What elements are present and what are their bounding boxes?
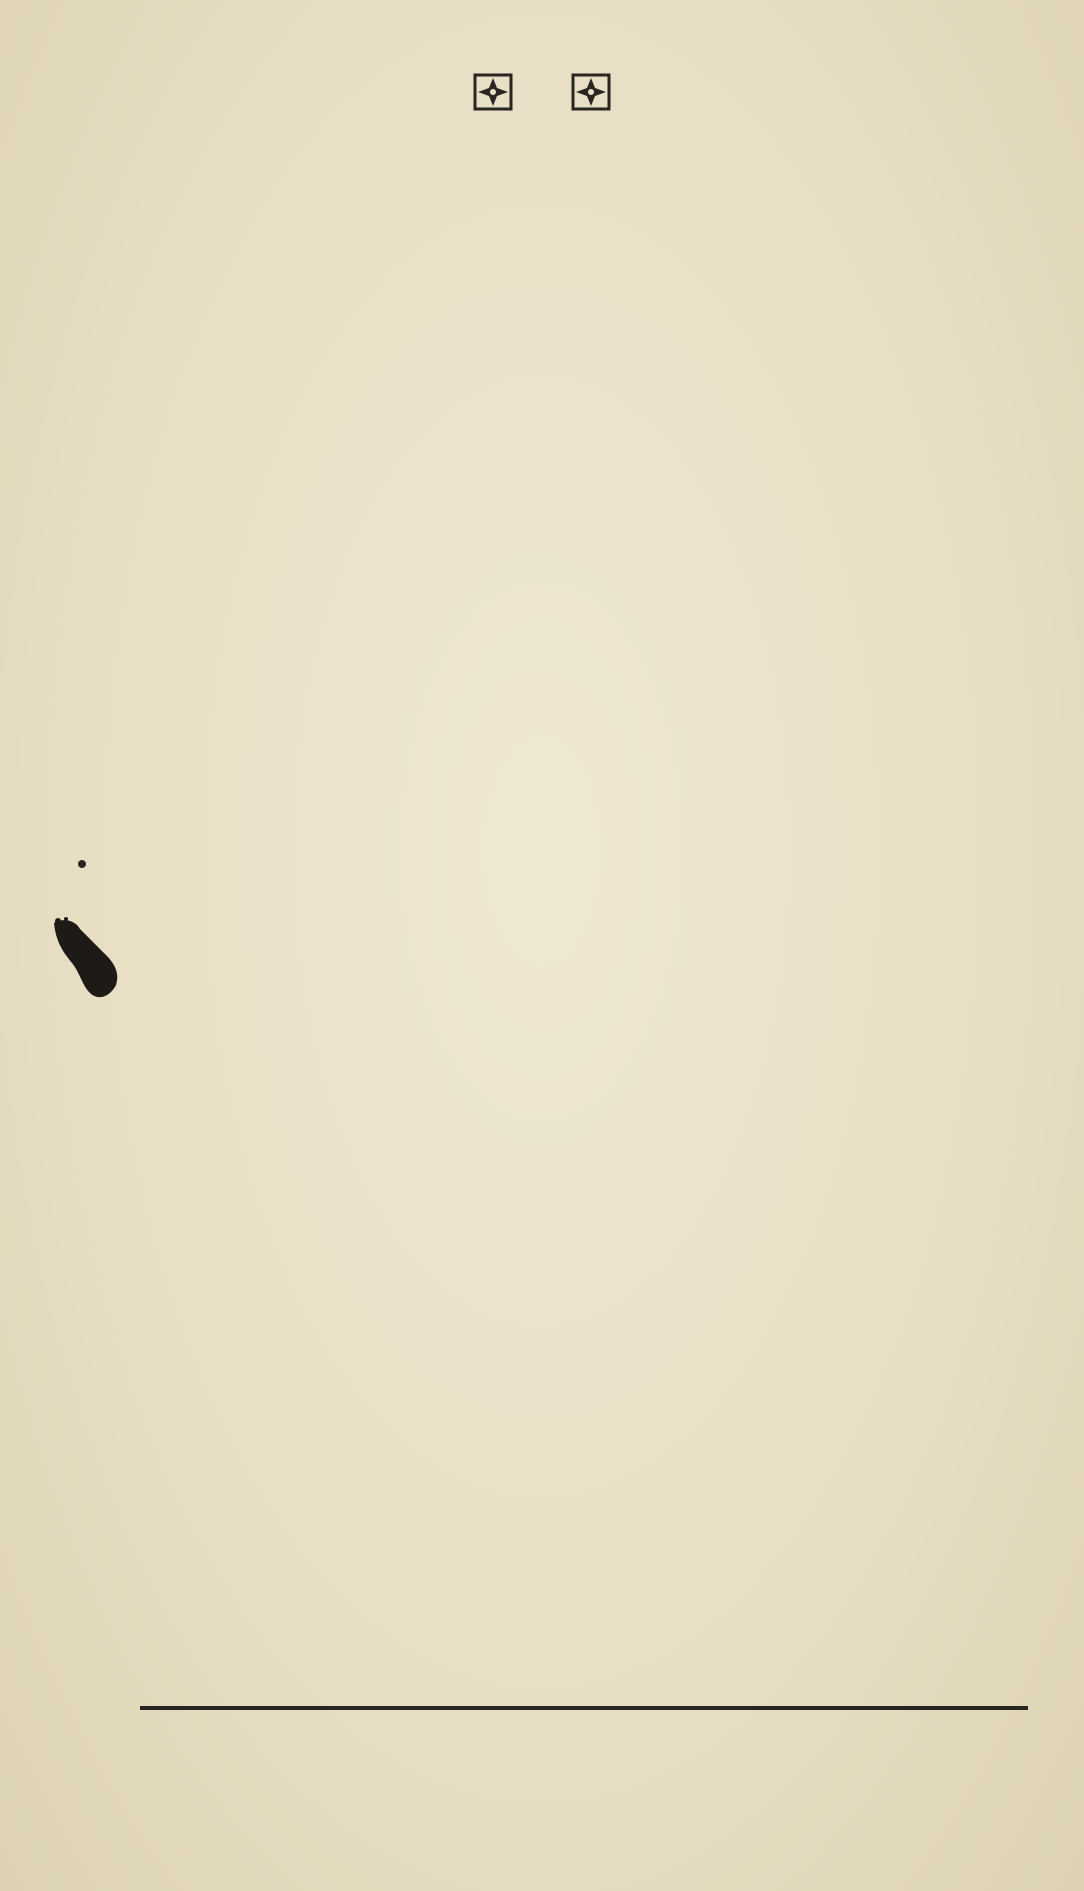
text-line [138, 289, 1046, 340]
text-line [138, 1301, 1046, 1352]
ornament-fleuron-icon [472, 72, 514, 112]
footnote-rule [140, 1706, 1028, 1710]
text-line [138, 1452, 1046, 1503]
text-line [138, 1402, 1046, 1453]
text-line [138, 896, 1046, 947]
page-header [0, 58, 1084, 118]
text-line [138, 997, 1046, 1048]
text-line [138, 1503, 1046, 1554]
text-line [138, 1604, 1046, 1655]
text-line [138, 845, 1046, 896]
text-line [138, 1098, 1046, 1149]
text-line [138, 1149, 1046, 1200]
text-line [138, 1199, 1046, 1250]
body-text [138, 137, 1046, 1655]
text-line [138, 795, 1046, 846]
ink-dot [78, 860, 86, 868]
text-line [138, 947, 1046, 998]
text-line [138, 744, 1046, 795]
text-line [138, 1048, 1046, 1099]
text-line [138, 491, 1046, 542]
text-line [138, 1351, 1046, 1402]
text-line [138, 441, 1046, 492]
ink-blot-mark [50, 915, 126, 1005]
text-line [138, 542, 1046, 593]
text-line [138, 592, 1046, 643]
text-line [138, 643, 1046, 694]
text-line [138, 137, 1046, 188]
ornament-fleuron-icon [570, 72, 612, 112]
text-line [138, 238, 1046, 289]
text-line [138, 1554, 1046, 1605]
text-line [138, 1250, 1046, 1301]
text-line [138, 188, 1046, 239]
text-line [138, 694, 1046, 745]
text-line [138, 339, 1046, 390]
text-line [138, 390, 1046, 441]
